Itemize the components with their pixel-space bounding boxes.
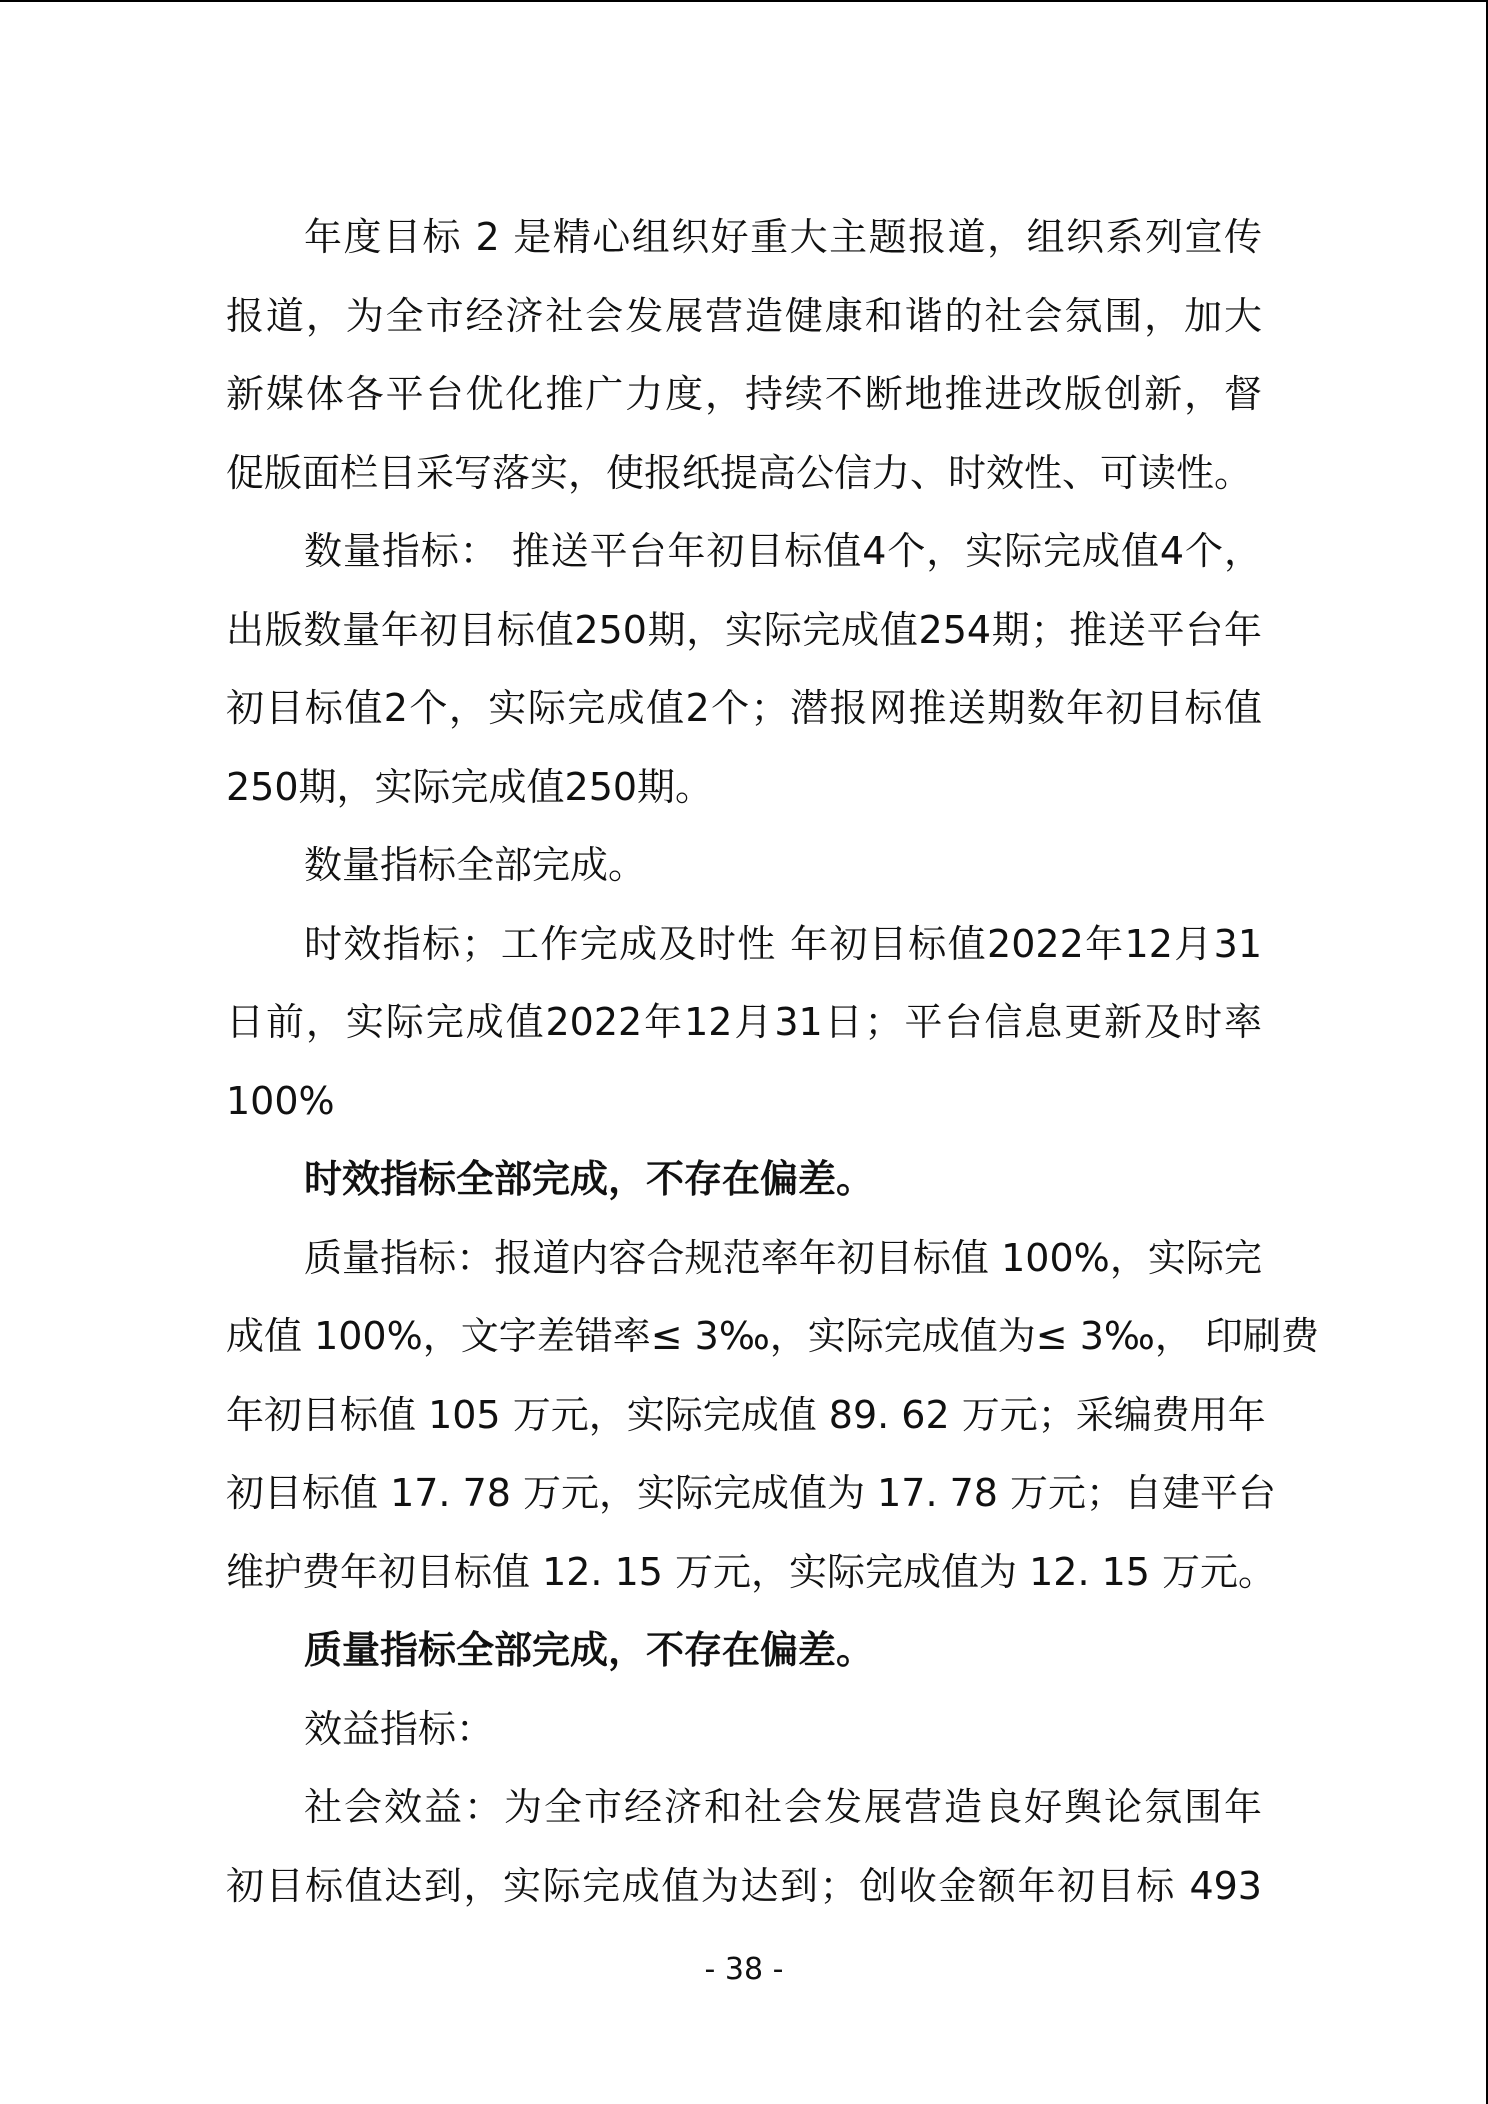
paragraph-quality-summary: 质量指标全部完成，不存在偏差。 (304, 1628, 875, 1672)
paragraph-timeliness-summary: 时效指标全部完成，不存在偏差。 (304, 1157, 875, 1201)
paragraph-annual-goal-line: 年度目标 2 是精心组织好重大主题报道，组织系列宣传 (304, 215, 1262, 259)
page-number: - 38 - (704, 1952, 784, 1987)
paragraph-quantity-line: 数量指标： 推送平台年初目标值4个，实际完成值4个， (304, 529, 1262, 573)
paragraph-social-benefit-line: 初目标值达到，实际完成值为达到；创收金额年初目标 493 (226, 1863, 1262, 1908)
paragraph-quantity-summary: 数量指标全部完成。 (304, 843, 647, 887)
paragraph-annual-goal-line: 报道，为全市经济社会发展营造健康和谐的社会氛围，加大 (226, 293, 1262, 338)
paragraph-quality-line: 成值 100%，文字差错率≤ 3‰，实际完成值为≤ 3‰， 印刷费 (226, 1314, 1319, 1358)
paragraph-quality-line: 维护费年初目标值 12. 15 万元，实际完成值为 12. 15 万元。 (226, 1549, 1277, 1594)
paragraph-quality-line: 初目标值 17. 78 万元，实际完成值为 17. 78 万元；自建平台 (226, 1471, 1277, 1515)
paragraph-timeliness-line: 日前，实际完成值2022年12月31日；平台信息更新及时率 (226, 1000, 1262, 1044)
page-top-border (0, 0, 1488, 2)
paragraph-timeliness-line: 100% (226, 1078, 335, 1123)
document-body (226, 198, 1319, 1925)
paragraph-quality-line: 年初目标值 105 万元，实际完成值 89. 62 万元；采编费用年 (226, 1392, 1266, 1437)
paragraph-annual-goal-line: 促版面栏目采写落实，使报纸提高公信力、时效性、可读性。 (226, 450, 1253, 495)
paragraph-timeliness-line: 时效指标；工作完成及时性 年初目标值2022年12月31 (304, 921, 1262, 966)
paragraph-quality-line: 质量指标：报道内容合规范率年初目标值 100%，实际完 (304, 1235, 1262, 1280)
paragraph-social-benefit-line: 社会效益：为全市经济和社会发展营造良好舆论氛围年 (304, 1785, 1262, 1829)
paragraph-benefit-heading: 效益指标： (304, 1706, 495, 1751)
paragraph-quantity-line: 出版数量年初目标值250期，实际完成值254期；推送平台年 (226, 607, 1262, 652)
paragraph-quantity-line: 250期，实际完成值250期。 (226, 764, 714, 809)
paragraph-annual-goal-line: 新媒体各平台优化推广力度，持续不断地推进改版创新，督 (226, 372, 1262, 416)
paragraph-quantity-line: 初目标值2个，实际完成值2个；潜报网推送期数年初目标值 (226, 686, 1262, 730)
